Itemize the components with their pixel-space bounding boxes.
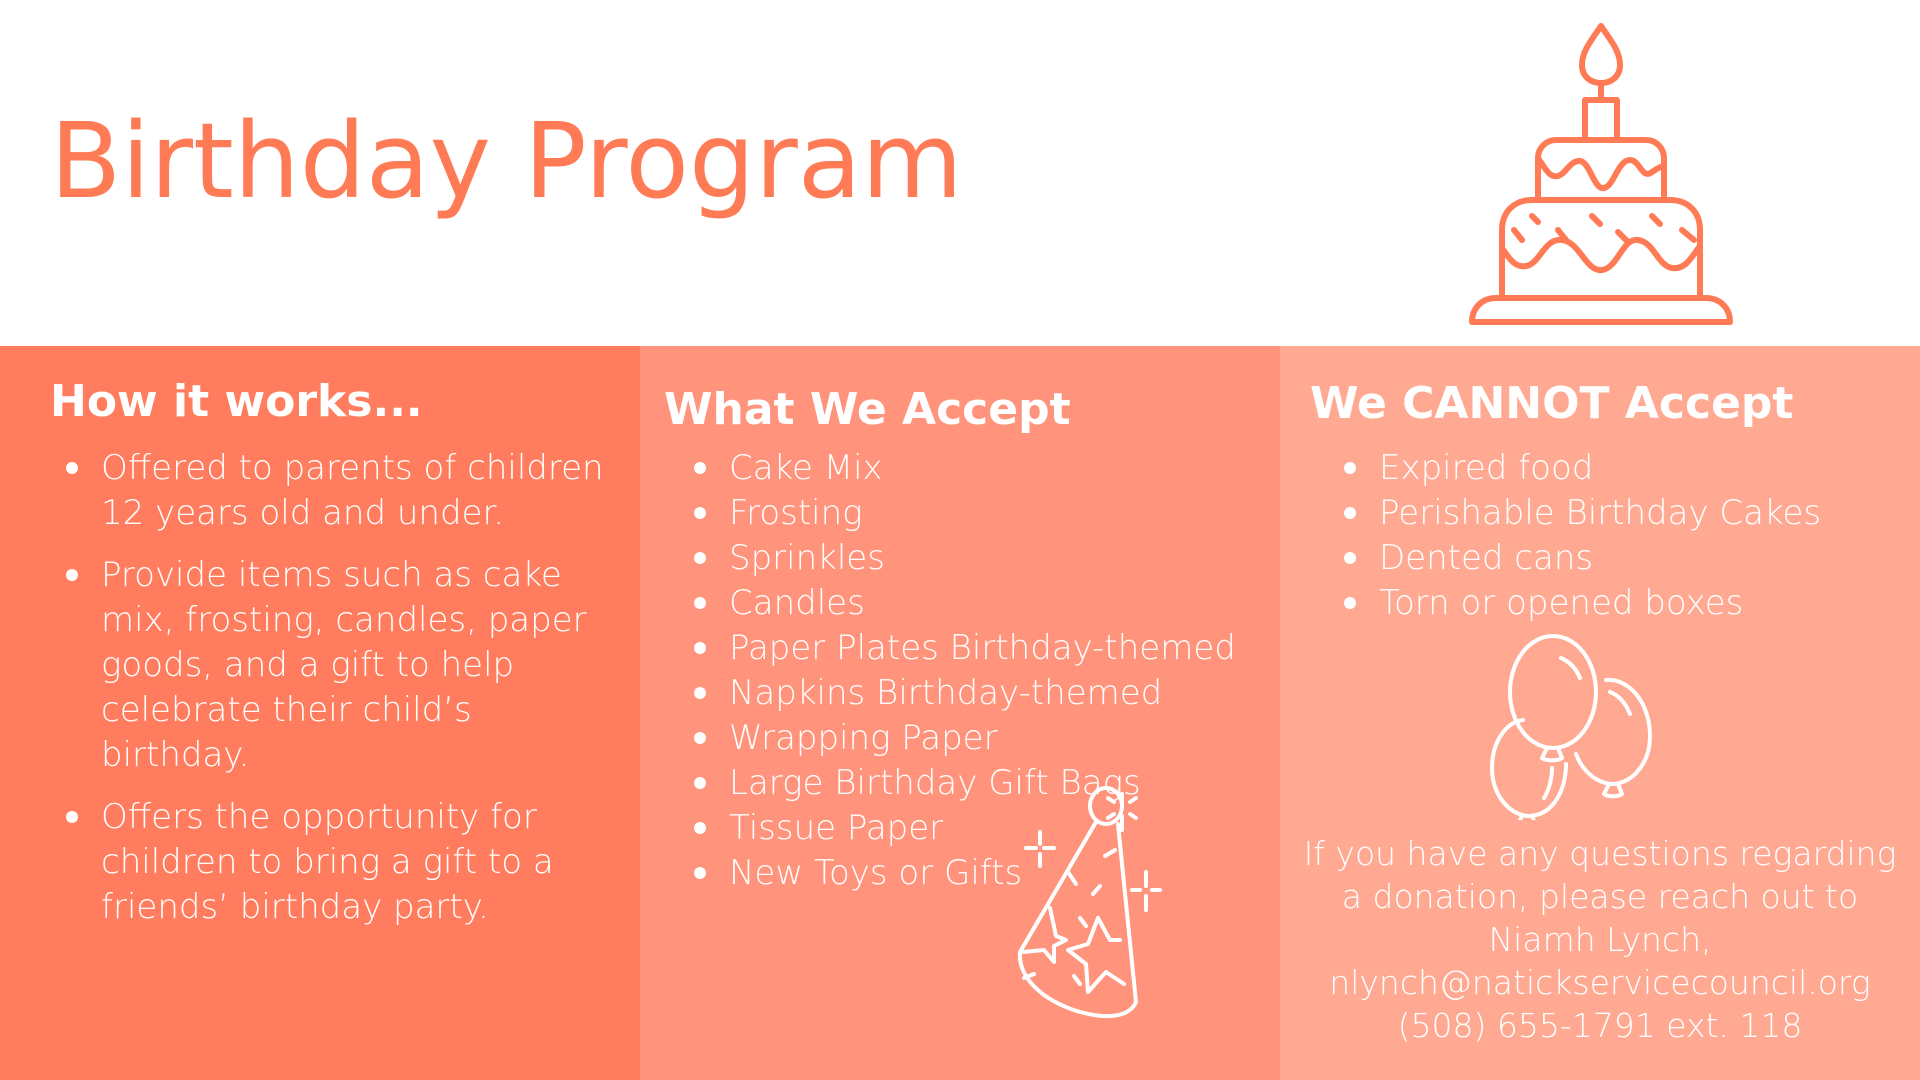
what-we-accept-heading: What We Accept	[664, 384, 1071, 435]
list-item: Candles	[684, 581, 1274, 626]
contact-name: Niamh Lynch,	[1488, 920, 1712, 959]
list-item: Perishable Birthday Cakes	[1334, 491, 1920, 536]
list-item: Torn or opened boxes	[1334, 581, 1920, 626]
header-band	[0, 0, 1920, 346]
contact-email[interactable]: nlynch@natickservicecouncil.org	[1329, 963, 1871, 1002]
list-item: Provide items such as cake mix, frosting, candles, paper goods, and a gift to help celebrate their child’s birthday.	[56, 553, 616, 778]
list-item: Napkins Birthday-themed	[684, 671, 1274, 716]
list-item: Paper Plates Birthday-themed	[684, 626, 1274, 671]
contact-phone[interactable]: (508) 655-1791 ext. 118	[1397, 1006, 1803, 1045]
how-it-works-heading: How it works...	[50, 376, 423, 427]
cannot-accept-list	[1334, 446, 1920, 626]
balloons-icon	[1466, 630, 1676, 820]
cannot-accept-heading: We CANNOT Accept	[1310, 378, 1794, 429]
party-hat-icon	[1010, 776, 1220, 1036]
page-title: Birthday Program	[50, 100, 963, 222]
contact-line: a donation, please reach out to	[1341, 877, 1859, 916]
list-item: Large Birthday Gift Bags	[684, 761, 1274, 806]
list-item: Offers the opportunity for children to bring a gift to a friends’ birthday party.	[56, 795, 616, 930]
list-item: New Toys or Gifts	[684, 851, 1274, 896]
birthday-cake-icon	[1462, 20, 1740, 330]
list-item: Tissue Paper	[684, 806, 1274, 851]
how-it-works-panel	[0, 346, 640, 1080]
list-item: Offered to parents of children 12 years old and under.	[56, 446, 616, 536]
cannot-accept-panel	[1280, 346, 1920, 1080]
list-item: Wrapping Paper	[684, 716, 1274, 761]
how-it-works-list	[56, 446, 616, 947]
list-item: Frosting	[684, 491, 1274, 536]
list-item: Cake Mix	[684, 446, 1274, 491]
contact-line: If you have any questions regarding	[1303, 834, 1897, 873]
what-we-accept-panel	[640, 346, 1280, 1080]
list-item: Sprinkles	[684, 536, 1274, 581]
list-item: Dented cans	[1334, 536, 1920, 581]
list-item: Expired food	[1334, 446, 1920, 491]
contact-info	[1280, 832, 1920, 1047]
